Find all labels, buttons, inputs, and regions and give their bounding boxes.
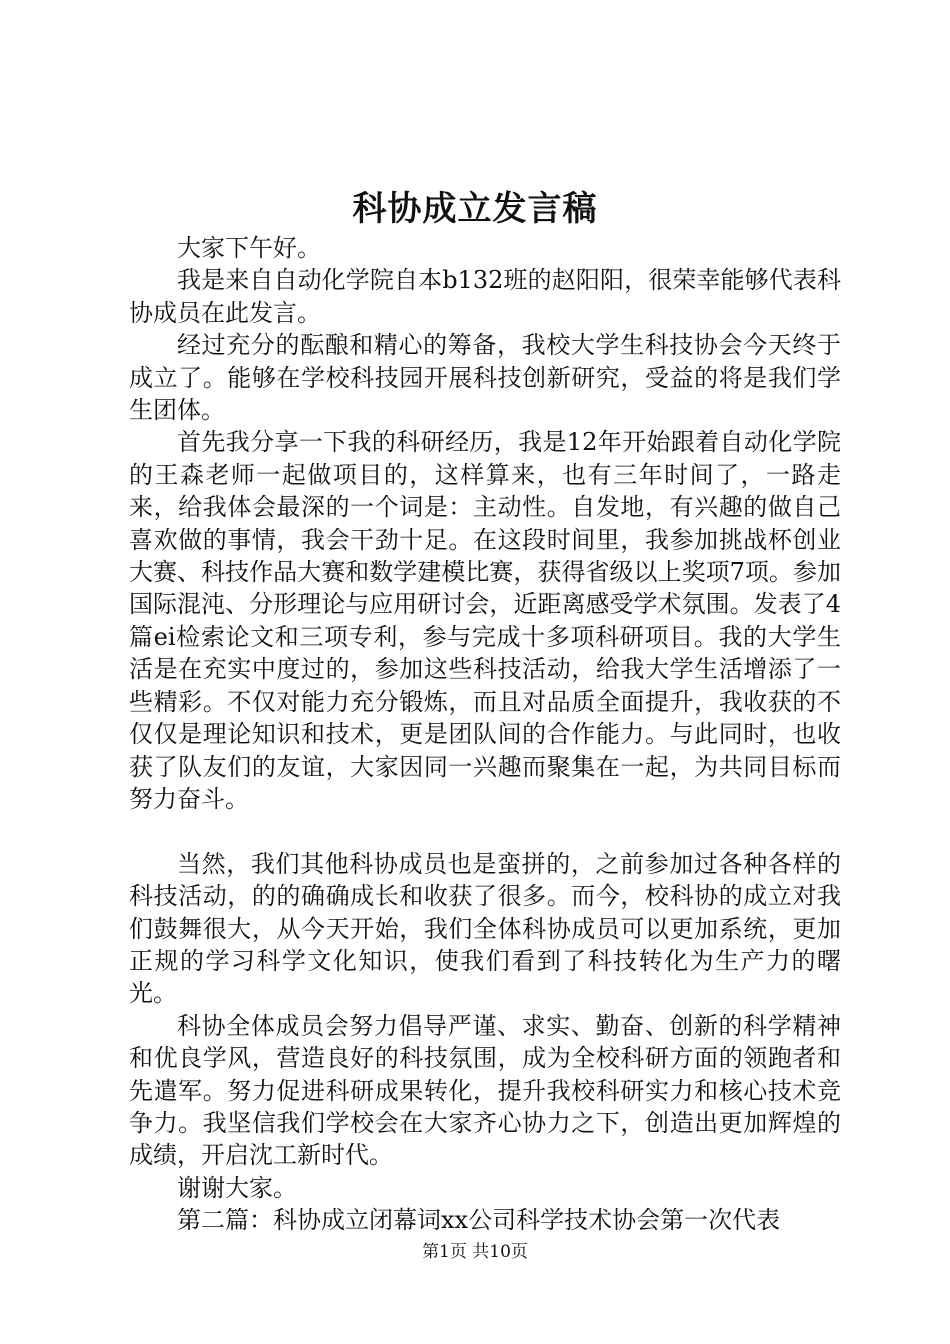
paragraph-greeting: 大家下午好。	[177, 234, 321, 262]
document-title: 科协成立发言稿	[352, 189, 598, 229]
paragraph-members: 当然，我们其他科协成员也是蛮拼的，之前参加过各种各样的科技活动，的的确确成长和收获了很多。而今，校科协的成立对我们鼓舞很大，从今天开始，我们全体科协成员可以更加系统，更加正规的学习科学文化知识，使我们看到了科技转化为生产力的曙光。	[129, 849, 841, 1008]
paragraph-second-article: 第二篇：科协成立闭幕词xx公司科学技术协会第一次代表	[177, 1206, 781, 1235]
paragraph-thanks: 谢谢大家。	[177, 1173, 297, 1202]
document-body	[129, 232, 841, 1237]
paragraph-association-founded: 经过充分的酝酿和精心的筹备，我校大学生科技协会今天终于成立了。能够在学校科技园开展科技创新研究，受益的将是我们学生团体。	[129, 331, 841, 425]
paragraph-research-experience: 首先我分享一下我的科研经历，我是12年开始跟着自动化学院的王森老师一起做项目的，这样算来，也有三年时间了，一路走来，给我体会最深的一个词是：主动性。自发地，有兴趣的做自己喜欢做的事情，我会干劲十足。在这段时间里，我参加挑战杯创业大赛、科技作品大赛和数学建模比赛，获得省级以上奖项7项。参加国际混沌、分形理论与应用研讨会，近距离感受学术氛围。发表了4篇ei检索论文和三项专利，参与完成十多项科研项目。我的大学生活是在充实中度过的，参加这些科技活动，给我大学生活增添了一些精彩。不仅对能力充分锻炼，而且对品质全面提升，我收获的不仅仅是理论知识和技术，更是团队间的合作能力。与此同时，也收获了队友们的友谊，大家因同一兴趣而聚集在一起，为共同目标而努力奋斗。	[129, 428, 841, 813]
page-number-footer: 第1页 共10页	[422, 1242, 528, 1262]
paragraph-commitment: 科协全体成员会努力倡导严谨、求实、勤奋、创新的科学精神和优良学风，营造良好的科技氛围，成为全校科研方面的领跑者和先遣军。努力促进科研成果转化，提升我校科研实力和核心技术竞争力。我坚信我们学校会在大家齐心协力之下，创造出更加辉煌的成绩，开启沈工新时代。	[129, 1011, 841, 1170]
paragraph-introduction: 我是来自自动化学院自本b132班的赵阳阳，很荣幸能够代表科协成员在此发言。	[129, 266, 841, 327]
